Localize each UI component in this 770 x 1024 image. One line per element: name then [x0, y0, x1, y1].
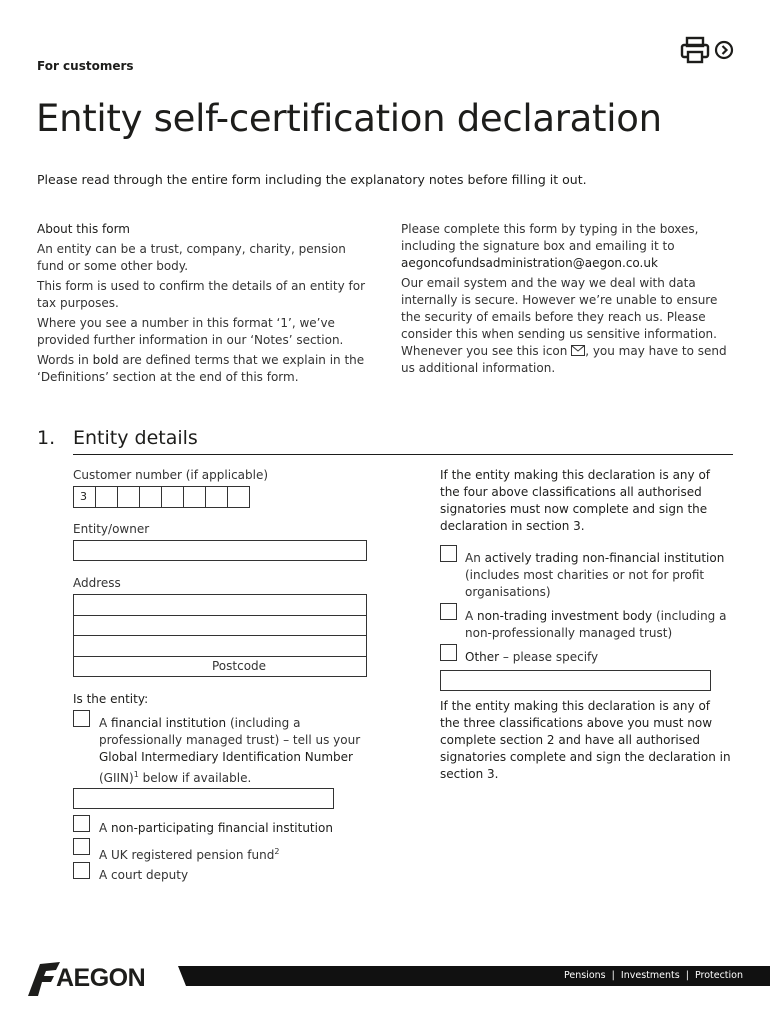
next-page-button[interactable]	[714, 40, 734, 60]
address-line-divider	[74, 656, 366, 657]
print-button[interactable]	[680, 36, 710, 64]
aegon-logo-text: AEGON	[56, 964, 146, 992]
entity-owner-label: Entity/owner	[73, 522, 150, 536]
customer-number-digit[interactable]	[184, 487, 206, 507]
non-trading-body-option: A non-trading investment body (including a non-professionally managed trust)	[465, 609, 727, 640]
for-customers-label: For customers	[37, 59, 134, 73]
address-line-divider	[74, 615, 366, 616]
right-note-1: If the entity making this declaration is any of the four above classifications all authorised signatories must now complete and sign the declaration in section 3.	[440, 468, 711, 533]
customer-number-digit[interactable]: 3	[74, 487, 96, 507]
customer-number-digit[interactable]	[162, 487, 184, 507]
customer-number-digit[interactable]	[228, 487, 249, 507]
financial-institution-checkbox[interactable]	[73, 710, 90, 727]
other-specify-field[interactable]	[440, 670, 711, 691]
about-p3: Where you see a number in this format ‘1’, we’ve provided further information in our ‘Notes’ section.	[37, 316, 344, 347]
customer-number-digit[interactable]	[96, 487, 118, 507]
section-divider	[73, 454, 733, 455]
about-p4: Words in bold are defined terms that we explain in the ‘Definitions’ section at the end of this form.	[37, 353, 365, 384]
right-note-2: If the entity making this declaration is any of the three classifications above you must now complete section 2 and have all authorised signatories complete and sign the declaration in section 3.	[440, 699, 731, 781]
term: Other	[465, 650, 500, 664]
is-entity-label: Is the entity:	[73, 692, 149, 706]
court-deputy-checkbox[interactable]	[73, 862, 90, 879]
non-trading-body-checkbox[interactable]	[440, 603, 457, 620]
giin-field[interactable]	[73, 788, 334, 809]
active-nfi-checkbox[interactable]	[440, 545, 457, 562]
about-p1: An entity can be a trust, company, charity, pension fund or some other body.	[37, 242, 346, 273]
intro-text: Please read through the entire form including the explanatory notes before filling it out.	[37, 172, 587, 187]
non-participating-fi-checkbox[interactable]	[73, 815, 90, 832]
postcode-label: Postcode	[212, 659, 267, 673]
address-line-divider	[74, 635, 366, 636]
financial-institution-option: A financial institution (including a professionally managed trust) – tell us your Global Intermediary Identification Number (GIIN)$^1$ below if available.	[99, 716, 361, 785]
term: Global Intermediary Identification Number	[99, 750, 353, 764]
about-section	[37, 221, 367, 389]
term: actively trading non-financial institution	[484, 551, 725, 565]
instructions-section	[401, 221, 731, 380]
footer-tagline: Pensions | Investments | Protection	[564, 970, 744, 981]
customer-number-label: Customer number (if applicable)	[73, 468, 269, 482]
page-title: Entity self-certification declaration	[36, 97, 662, 140]
other-checkbox[interactable]	[440, 644, 457, 661]
entity-owner-field[interactable]	[73, 540, 367, 561]
aegon-logo	[26, 960, 146, 998]
term: financial institution	[111, 716, 227, 730]
about-p2: This form is used to confirm the details of an entity for tax purposes.	[37, 279, 365, 310]
customer-number-digit[interactable]	[140, 487, 162, 507]
section-number: 1.	[37, 427, 56, 449]
bold-word: bold	[92, 353, 119, 367]
term: non-participating financial institution	[111, 821, 333, 835]
customer-number-digit[interactable]	[206, 487, 228, 507]
printer-icon	[680, 36, 710, 64]
term: non-trading investment body	[477, 609, 653, 623]
address-label: Address	[73, 576, 121, 590]
aegon-logo-mark	[26, 960, 60, 998]
customer-number-digit[interactable]	[118, 487, 140, 507]
instructions-p2: Our email system and the way we deal with data internally is secure. However we’re unable to ensure the security of emails before they reach us. Please consider this when sending us sensitive information. Whenever you see this icon , you may have to send us additional information.	[401, 276, 727, 375]
about-heading: About this form	[37, 222, 130, 236]
instructions-p1: Please complete this form by typing in the boxes, including the signature box and emailing it to	[401, 222, 699, 253]
other-option: Other – please specify	[465, 650, 599, 664]
active-nfi-option: An actively trading non-financial institution (includes most charities or not for profit organisations)	[465, 551, 725, 599]
section-title: Entity details	[73, 427, 198, 449]
email-link[interactable]: aegoncofundsadministration@aegon.co.uk	[401, 256, 658, 270]
court-deputy-option: A court deputy	[99, 868, 189, 882]
customer-number-boxes[interactable]	[73, 486, 250, 508]
address-field[interactable]	[73, 594, 367, 677]
pension-fund-checkbox[interactable]	[73, 838, 90, 855]
pension-fund-option: A UK registered pension fund$^2$	[99, 847, 280, 862]
chevron-right-circle-icon	[714, 40, 734, 60]
non-participating-fi-option: A non-participating financial institution	[99, 821, 333, 835]
envelope-icon	[571, 345, 585, 356]
